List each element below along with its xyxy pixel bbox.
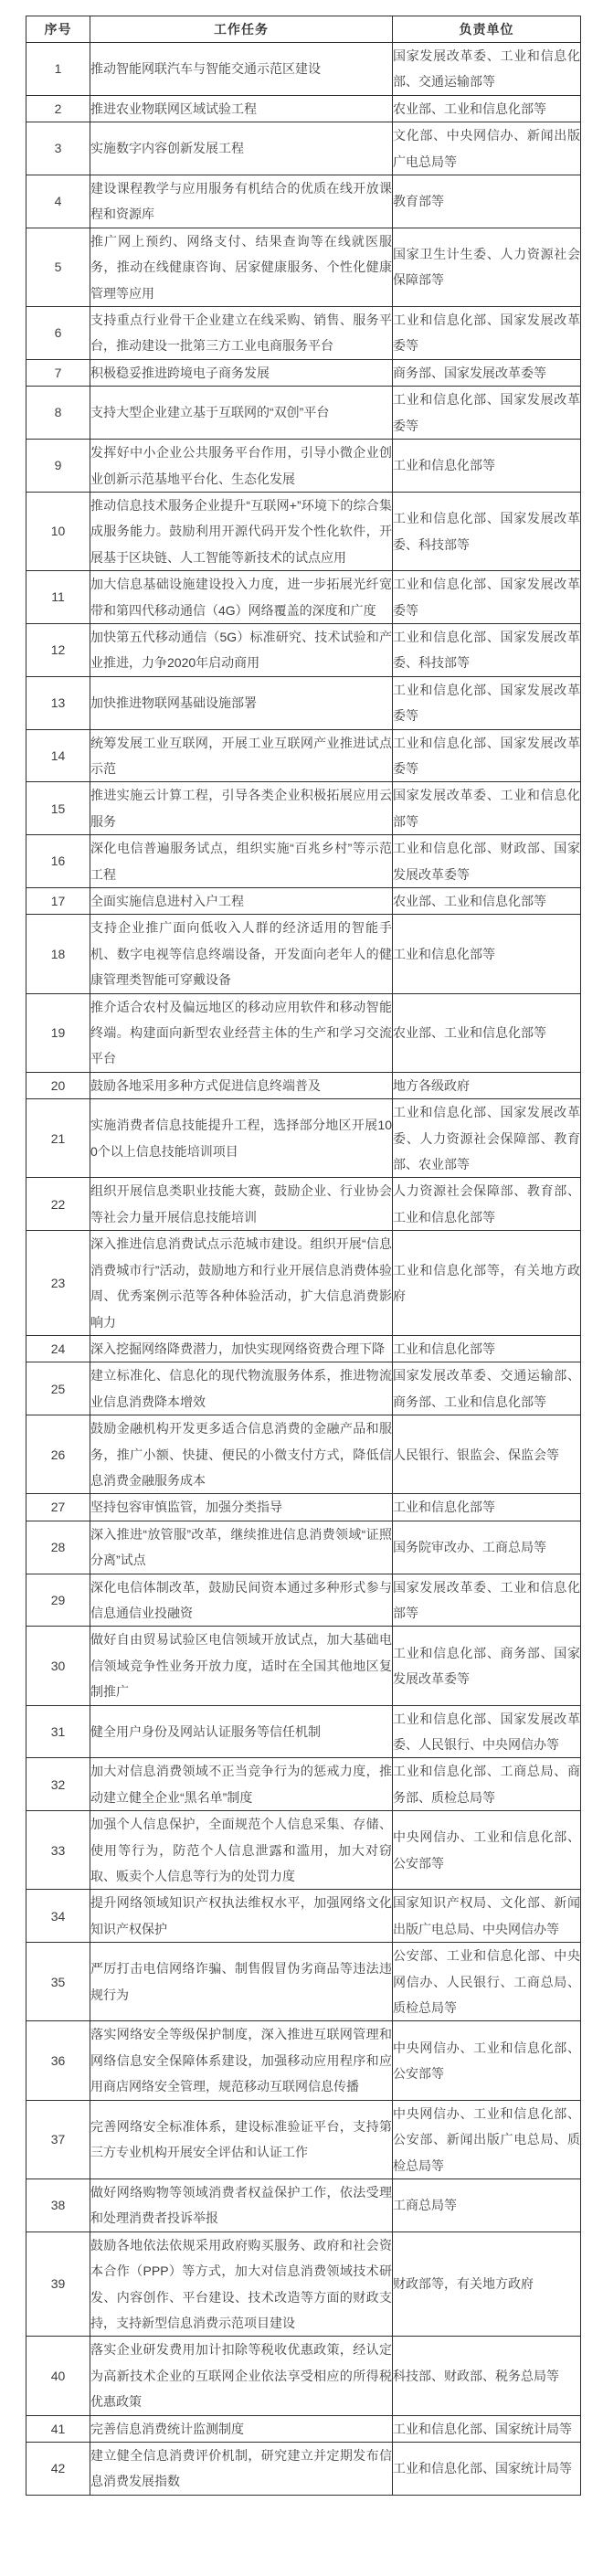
task-cell: 深入推进信息消费试点示范城市建设。组织开展“信息消费城市行”活动，鼓励地方和行业开展信息消费体验周、优秀案例示范等各种体验活动，扩大信息消费影响力: [90, 1231, 393, 1336]
table-row: [26, 440, 581, 493]
unit-cell: 工业和信息化部等: [393, 440, 581, 493]
table-row: [26, 782, 581, 835]
task-cell: 完善信息消费统计监测制度: [90, 2415, 393, 2442]
row-index-cell: 16: [26, 835, 90, 888]
task-cell: 坚持包容审慎监管，加强分类指导: [90, 1494, 393, 1521]
table-body: [26, 43, 581, 2496]
col-header-index: 序号: [26, 16, 90, 43]
table-row: [26, 175, 581, 228]
table-row: [26, 676, 581, 729]
unit-cell: 国家发展改革委、工业和信息化部等: [393, 782, 581, 835]
unit-cell: 地方各级政府: [393, 1072, 581, 1098]
task-cell: 加大对信息消费领域不正当竞争行为的惩戒力度，推动建立健全企业“黑名单”制度: [90, 1758, 393, 1811]
task-cell: 鼓励各地采用多种方式促进信息终端普及: [90, 1072, 393, 1098]
task-cell: 支持大型企业建立基于互联网的“双创”平台: [90, 387, 393, 440]
task-cell: 深化电信普遍服务试点，组织实施“百兆乡村”等示范工程: [90, 835, 393, 888]
unit-cell: 工业和信息化部、国家发展改革委等: [393, 307, 581, 360]
row-index-cell: 12: [26, 623, 90, 676]
task-cell: 健全用户身份及网站认证服务等信任机制: [90, 1705, 393, 1758]
task-cell: 建立健全信息消费评价机制，研究建立并定期发布信息消费发展指数: [90, 2442, 393, 2495]
row-index-cell: 41: [26, 2415, 90, 2442]
table-row: [26, 1415, 581, 1494]
task-cell: 建设课程教学与应用服务有机结合的优质在线开放课程和资源库: [90, 175, 393, 228]
table-row: [26, 228, 581, 306]
task-cell: 鼓励金融机构开发更多适合信息消费的金融产品和服务，推广小额、快捷、便民的小微支付方式，降低信息消费金融服务成本: [90, 1415, 393, 1494]
unit-cell: 人力资源社会保障部、教育部、工业和信息化部等: [393, 1178, 581, 1231]
row-index-cell: 29: [26, 1574, 90, 1627]
row-index-cell: 33: [26, 1811, 90, 1890]
row-index-cell: 37: [26, 2100, 90, 2178]
task-cell: 推动信息技术服务企业提升“互联网+”环境下的综合集成服务能力。鼓励利用开源代码开发个性化软件，开展基于区块链、人工智能等新技术的试点应用: [90, 492, 393, 570]
row-index-cell: 1: [26, 43, 90, 96]
unit-cell: 工业和信息化部、国家发展改革委等: [393, 676, 581, 729]
row-index-cell: 26: [26, 1415, 90, 1494]
row-index-cell: 2: [26, 95, 90, 122]
unit-cell: 人民银行、银监会、保监会等: [393, 1415, 581, 1494]
task-cell: 深化电信体制改革，鼓励民间资本通过多种形式参与信息通信业投融资: [90, 1574, 393, 1627]
table-row: [26, 915, 581, 993]
unit-cell: 中央网信办、工业和信息化部、公安部、新闻出版广电总局、质检总局等: [393, 2100, 581, 2178]
row-index-cell: 15: [26, 782, 90, 835]
unit-cell: 工商总局等: [393, 2178, 581, 2231]
task-cell: 做好网络购物等领域消费者权益保护工作，依法受理和处理消费者投诉举报: [90, 2178, 393, 2231]
table-row: [26, 2021, 581, 2100]
task-cell: 深入推进“放管服”改革，继续推进信息消费领域“证照分离”试点: [90, 1521, 393, 1574]
table-row: [26, 122, 581, 175]
row-index-cell: 7: [26, 359, 90, 386]
unit-cell: 教育部等: [393, 175, 581, 228]
task-cell: 落实企业研发费用加计扣除等税收优惠政策，经认定为高新技术企业的互联网企业依法享受相应的所得税优惠政策: [90, 2337, 393, 2415]
row-index-cell: 32: [26, 1758, 90, 1811]
table-row: [26, 1521, 581, 1574]
unit-cell: 工业和信息化部等，有关地方政府: [393, 1231, 581, 1336]
row-index-cell: 10: [26, 492, 90, 570]
unit-cell: 工业和信息化部、国家发展改革委、科技部等: [393, 492, 581, 570]
col-header-unit: 负责单位: [393, 16, 581, 43]
row-index-cell: 34: [26, 1890, 90, 1943]
unit-cell: 工业和信息化部、国家发展改革委、人力资源社会保障部、教育部、农业部等: [393, 1099, 581, 1178]
table-row: [26, 2415, 581, 2442]
task-cell: 加大信息基础设施建设投入力度，进一步拓展光纤宽带和第四代移动通信（4G）网络覆盖的深度和广度: [90, 571, 393, 624]
table-row: [26, 359, 581, 386]
table-row: [26, 1758, 581, 1811]
table-row: [26, 1178, 581, 1231]
unit-cell: 工业和信息化部、商务部、国家发展改革委等: [393, 1627, 581, 1705]
unit-cell: 商务部、国家发展改革委等: [393, 359, 581, 386]
unit-cell: 工业和信息化部、国家发展改革委等: [393, 729, 581, 782]
task-cell: 加强个人信息保护，全面规范个人信息采集、存储、使用等行为，防范个人信息泄露和滥用，加大对窃取、贩卖个人信息等行为的处罚力度: [90, 1811, 393, 1890]
row-index-cell: 8: [26, 387, 90, 440]
table-row: [26, 2178, 581, 2231]
row-index-cell: 42: [26, 2442, 90, 2495]
row-index-cell: 3: [26, 122, 90, 175]
row-index-cell: 24: [26, 1335, 90, 1362]
table-row: [26, 729, 581, 782]
table-row: [26, 1627, 581, 1705]
task-cell: 全面实施信息进村入户工程: [90, 888, 393, 915]
task-cell: 完善网络安全标准体系，建设标准验证平台，支持第三方专业机构开展安全评估和认证工作: [90, 2100, 393, 2178]
unit-cell: 公安部、工业和信息化部、中央网信办、人民银行、工商总局、质检总局等: [393, 1943, 581, 2021]
row-index-cell: 38: [26, 2178, 90, 2231]
table-row: [26, 2231, 581, 2337]
row-index-cell: 13: [26, 676, 90, 729]
row-index-cell: 28: [26, 1521, 90, 1574]
row-index-cell: 36: [26, 2021, 90, 2100]
task-cell: 推动智能网联汽车与智能交通示范区建设: [90, 43, 393, 96]
table-row: [26, 623, 581, 676]
table-row: [26, 43, 581, 96]
unit-cell: 工业和信息化部、国家统计局等: [393, 2415, 581, 2442]
unit-cell: 国家卫生计生委、人力资源社会保障部等: [393, 228, 581, 306]
row-index-cell: 35: [26, 1943, 90, 2021]
row-index-cell: 31: [26, 1705, 90, 1758]
table-row: [26, 387, 581, 440]
unit-cell: 财政部等，有关地方政府: [393, 2231, 581, 2337]
table-row: [26, 1362, 581, 1415]
table-row: [26, 1811, 581, 1890]
task-cell: 加快第五代移动通信（5G）标准研究、技术试验和产业推进，力争2020年启动商用: [90, 623, 393, 676]
unit-cell: 科技部、财政部、税务总局等: [393, 2337, 581, 2415]
row-index-cell: 14: [26, 729, 90, 782]
table-row: [26, 2442, 581, 2495]
unit-cell: 国家发展改革委、工业和信息化部、交通运输部等: [393, 43, 581, 96]
unit-cell: 工业和信息化部等: [393, 1335, 581, 1362]
task-cell: 落实网络安全等级保护制度，深入推进互联网管理和网络信息安全保障体系建设，加强移动应用程序和应用商店网络安全管理，规范移动互联网信息传播: [90, 2021, 393, 2100]
row-index-cell: 11: [26, 571, 90, 624]
work-task-table: [26, 16, 581, 2496]
col-header-task: 工作任务: [90, 16, 393, 43]
table-row: [26, 1943, 581, 2021]
task-cell: 加快推进物联网基础设施部署: [90, 676, 393, 729]
unit-cell: 农业部、工业和信息化部等: [393, 888, 581, 915]
table-row: [26, 2100, 581, 2178]
task-cell: 推介适合农村及偏远地区的移动应用软件和移动智能终端。构建面向新型农业经营主体的生产和学习交流平台: [90, 993, 393, 1072]
task-cell: 深入挖掘网络降费潜力，加快实现网络资费合理下降: [90, 1335, 393, 1362]
table-row: [26, 1890, 581, 1943]
unit-cell: 工业和信息化部、工商总局、商务部、质检总局等: [393, 1758, 581, 1811]
unit-cell: 国务院审改办、工商总局等: [393, 1521, 581, 1574]
table-row: [26, 835, 581, 888]
task-cell: 实施数字内容创新发展工程: [90, 122, 393, 175]
row-index-cell: 23: [26, 1231, 90, 1336]
unit-cell: 文化部、中央网信办、新闻出版广电总局等: [393, 122, 581, 175]
unit-cell: 农业部、工业和信息化部等: [393, 993, 581, 1072]
row-index-cell: 39: [26, 2231, 90, 2337]
row-index-cell: 22: [26, 1178, 90, 1231]
row-index-cell: 6: [26, 307, 90, 360]
task-cell: 实施消费者信息技能提升工程，选择部分地区开展100个以上信息技能培训项目: [90, 1099, 393, 1178]
unit-cell: 工业和信息化部、国家发展改革委等: [393, 571, 581, 624]
unit-cell: 工业和信息化部、国家发展改革委等: [393, 387, 581, 440]
unit-cell: 农业部、工业和信息化部等: [393, 95, 581, 122]
row-index-cell: 4: [26, 175, 90, 228]
table-header-row: [26, 16, 581, 43]
unit-cell: 中央网信办、工业和信息化部、公安部等: [393, 2021, 581, 2100]
row-index-cell: 30: [26, 1627, 90, 1705]
task-cell: 严厉打击电信网络诈骗、制售假冒伪劣商品等违法违规行为: [90, 1943, 393, 2021]
row-index-cell: 20: [26, 1072, 90, 1098]
task-cell: 推广网上预约、网络支付、结果查询等在线就医服务，推动在线健康咨询、居家健康服务、个性化健康管理等应用: [90, 228, 393, 306]
table-row: [26, 95, 581, 122]
unit-cell: 工业和信息化部等: [393, 915, 581, 993]
task-cell: 建立标准化、信息化的现代物流服务体系，推进物流业信息消费降本增效: [90, 1362, 393, 1415]
task-cell: 支持企业推广面向低收入人群的经济适用的智能手机、数字电视等信息终端设备，开发面向老年人的健康管理类智能可穿戴设备: [90, 915, 393, 993]
row-index-cell: 19: [26, 993, 90, 1072]
row-index-cell: 9: [26, 440, 90, 493]
task-cell: 积极稳妥推进跨境电子商务发展: [90, 359, 393, 386]
row-index-cell: 40: [26, 2337, 90, 2415]
row-index-cell: 17: [26, 888, 90, 915]
row-index-cell: 27: [26, 1494, 90, 1521]
table-row: [26, 993, 581, 1072]
table-row: [26, 1494, 581, 1521]
unit-cell: 工业和信息化部、国家发展改革委、人民银行、中央网信办等: [393, 1705, 581, 1758]
table-row: [26, 1231, 581, 1336]
row-index-cell: 21: [26, 1099, 90, 1178]
task-cell: 支持重点行业骨干企业建立在线采购、销售、服务平台，推动建设一批第三方工业电商服务平台: [90, 307, 393, 360]
task-cell: 做好自由贸易试验区电信领域开放试点，加大基础电信领域竞争性业务开放力度，适时在全国其他地区复制推广: [90, 1627, 393, 1705]
table-row: [26, 1705, 581, 1758]
unit-cell: 工业和信息化部、国家发展改革委、科技部等: [393, 623, 581, 676]
table-row: [26, 1099, 581, 1178]
task-cell: 鼓励各地依法依规采用政府购买服务、政府和社会资本合作（PPP）等方式，加大对信息消费领域技术研发、内容创作、平台建设、技术改造等方面的财政支持，支持新型信息消费示范项目建设: [90, 2231, 393, 2337]
unit-cell: 国家发展改革委、工业和信息化部等: [393, 1574, 581, 1627]
task-cell: 推进实施云计算工程，引导各类企业积极拓展应用云服务: [90, 782, 393, 835]
unit-cell: 工业和信息化部、国家统计局等: [393, 2442, 581, 2495]
row-index-cell: 18: [26, 915, 90, 993]
table-row: [26, 307, 581, 360]
row-index-cell: 25: [26, 1362, 90, 1415]
task-cell: 提升网络领域知识产权执法维权水平，加强网络文化知识产权保护: [90, 1890, 393, 1943]
row-index-cell: 5: [26, 228, 90, 306]
unit-cell: 国家知识产权局、文化部、新闻出版广电总局、中央网信办等: [393, 1890, 581, 1943]
task-cell: 组织开展信息类职业技能大赛，鼓励企业、行业协会等社会力量开展信息技能培训: [90, 1178, 393, 1231]
table-row: [26, 888, 581, 915]
unit-cell: 国家发展改革委、交通运输部、商务部、工业和信息化部等: [393, 1362, 581, 1415]
task-cell: 统筹发展工业互联网，开展工业互联网产业推进试点示范: [90, 729, 393, 782]
task-cell: 推进农业物联网区域试验工程: [90, 95, 393, 122]
table-row: [26, 1335, 581, 1362]
table-row: [26, 571, 581, 624]
table-row: [26, 492, 581, 570]
task-cell: 发挥好中小企业公共服务平台作用，引导小微企业创业创新示范基地平台化、生态化发展: [90, 440, 393, 493]
table-row: [26, 1574, 581, 1627]
unit-cell: 工业和信息化部等: [393, 1494, 581, 1521]
table-row: [26, 2337, 581, 2415]
unit-cell: 工业和信息化部、财政部、国家发展改革委等: [393, 835, 581, 888]
unit-cell: 中央网信办、工业和信息化部、公安部等: [393, 1811, 581, 1890]
table-row: [26, 1072, 581, 1098]
